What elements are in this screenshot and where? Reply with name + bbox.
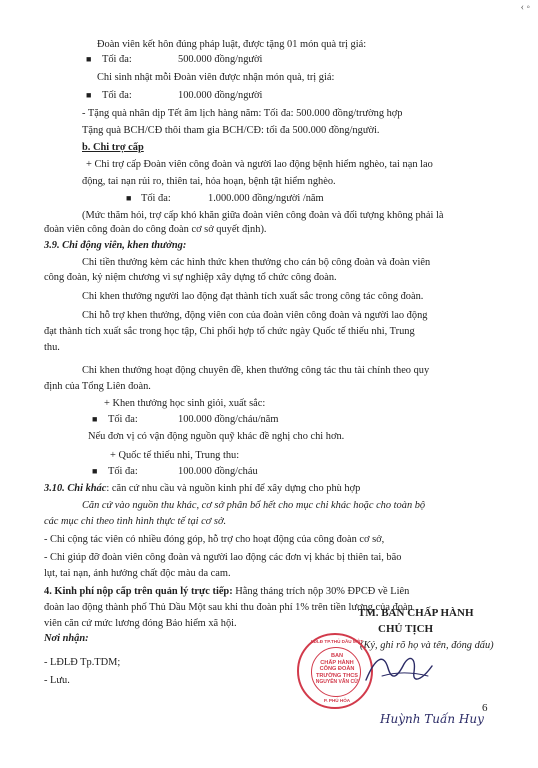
seal-line: NGUYỄN VĂN CỪ xyxy=(315,679,359,685)
text-line: Chi khen thưởng hoạt động chuyên đề, khen thưởng công tác thu tài chính theo quy xyxy=(82,365,430,376)
bullet-icon: ■ xyxy=(86,90,92,100)
text-line: + Quốc tế thiếu nhi, Trung thu: xyxy=(110,450,240,461)
text-line: định của Tổng Liên đoàn. xyxy=(44,381,151,392)
amount-value: 1.000.000 đồng/người /năm xyxy=(208,193,324,204)
amount-value: 500.000 đồng/người xyxy=(178,54,263,65)
seal-line: BAN xyxy=(330,653,344,659)
text-line: Đoàn viên kết hôn đúng pháp luật, được tặng 01 món quà trị giá: xyxy=(97,39,367,50)
seal-ring-bottom: P. PHÚ HÒA xyxy=(323,698,351,703)
signature-instruction: (Ký, ghi rõ họ và tên, đóng dấu) xyxy=(360,640,494,651)
text-line: - Chi giúp đỡ đoàn viên công đoàn và người lao động các đơn vị khác bị thiên tai, bão xyxy=(44,552,402,563)
section-heading: 3.10. Chi khác xyxy=(44,483,107,494)
amount-label: Tối đa: xyxy=(102,54,132,65)
text-line: viên căn cứ mức lương đóng Bảo hiểm xã hội. xyxy=(44,618,237,629)
section-heading-line xyxy=(44,482,360,495)
text-line: - Chi cộng tác viên có nhiều đóng góp, hỗ trợ cho hoạt động của công đoàn cơ sở, xyxy=(44,534,385,545)
amount-label: Tối đa: xyxy=(108,414,138,425)
section-heading: 4. Kinh phí nộp cấp trên quản lý trực tiếp: xyxy=(44,586,233,597)
section-heading-rest: Hằng tháng trích nộp 30% ĐPCĐ về Liên xyxy=(232,586,410,597)
section-heading: 3.9. Chi động viên, khen thưởng: xyxy=(44,240,187,251)
amount-label: Tối đa: xyxy=(102,90,132,101)
bullet-icon: ■ xyxy=(92,466,98,476)
amount-value: 100.000 đồng/người xyxy=(178,90,263,101)
amount-label: Tối đa: xyxy=(108,466,138,477)
seal-line: TRƯỜNG THCS xyxy=(315,672,359,679)
signature-org: TM. BAN CHẤP HÀNH xyxy=(358,607,474,619)
text-line: Căn cứ vào nguồn thu khác, cơ sở phân bổ hết cho mục chi khác hoặc cho toàn bộ xyxy=(82,500,426,511)
bullet-icon: ■ xyxy=(126,193,132,203)
page-number: 6 xyxy=(482,702,488,714)
amount-value: 100.000 đồng/cháu/năm xyxy=(178,414,279,425)
text-line: công đoàn, kỷ niệm chương vì sự nghiệp xây dựng tổ chức công đoàn. xyxy=(44,272,337,283)
text-line: đoàn lao động thành phố Thủ Dầu Một sau khi thu đoàn phí 1% trên tiền lương của đoàn xyxy=(44,602,413,613)
text-line: đoàn viên công đoàn do công đoàn cơ sở quyết định). xyxy=(44,224,267,235)
text-line: đạt thành tích xuất sắc trong học tập, Chi phối hợp tổ chức ngày Quốc tế thiếu nhi, Trung xyxy=(44,326,415,337)
text-line: động, tai nạn rủi ro, thiên tai, hỏa hoạn, bệnh tật hiểm nghèo. xyxy=(82,176,336,187)
text-line: - Tặng quà nhân dịp Tết âm lịch hàng năm: Tối đa: 500.000 đồng/trường hợp xyxy=(82,108,403,119)
text-line: Tặng quà BCH/CĐ thôi tham gia BCH/CĐ: tối đa 500.000 đồng/người. xyxy=(82,125,380,136)
text-line: lụt, tai nạn, ảnh hưởng chất độc màu da cam. xyxy=(44,568,231,579)
bullet-icon: ■ xyxy=(92,414,98,424)
text-line: (Mức thăm hỏi, trợ cấp khó khăn giữa đoàn viên công đoàn và đối tượng không phải là xyxy=(82,210,444,221)
text-line: Nếu đơn vị có vận động nguồn quỹ khác đề nghị cho chi hơn. xyxy=(88,431,345,442)
text-line: các mục chi theo tình hình thực tế tại cơ sở. xyxy=(44,516,227,527)
text-line: Chi hỗ trợ khen thưởng, động viên con của đoàn viên công đoàn và người lao động xyxy=(82,310,428,321)
text-line: thu. xyxy=(44,342,60,353)
text-line: Chi tiền thưởng kèm các hình thức khen thưởng cho cán bộ công đoàn và đoàn viên xyxy=(82,257,431,268)
signer-name: Huỳnh Tuấn Huy xyxy=(380,712,484,726)
seal-line: CÔNG ĐOÀN xyxy=(319,666,355,672)
section-heading-line xyxy=(44,585,409,598)
text-line: + Chi trợ cấp Đoàn viên công đoàn và người lao động bệnh hiểm nghèo, tai nạn lao xyxy=(86,159,433,170)
recipient-item: - Lưu. xyxy=(44,675,70,686)
handwritten-signature-icon xyxy=(362,646,442,696)
text-line: + Khen thưởng học sinh giỏi, xuất sắc: xyxy=(104,398,266,409)
text-line: Chi sinh nhật mỗi Đoàn viên được nhận món quà, trị giá: xyxy=(97,72,335,83)
recipients-title: Nơi nhận: xyxy=(44,633,89,644)
text-line: Chi khen thưởng người lao động đạt thành tích xuất sắc trong công tác công đoàn. xyxy=(82,291,424,302)
amount-label: Tối đa: xyxy=(141,193,171,204)
seal-line: CHẤP HÀNH xyxy=(320,659,354,666)
section-heading: b. Chi trợ cấp xyxy=(82,142,144,153)
section-heading-rest: : căn cứ nhu cầu và nguồn kinh phí để xây dựng cho phù hợp xyxy=(106,483,361,494)
amount-value: 100.000 đồng/cháu xyxy=(178,466,258,477)
bullet-icon: ■ xyxy=(86,54,92,64)
signature-role: CHỦ TỊCH xyxy=(378,623,434,635)
recipient-item: - LĐLĐ Tp.TDM; xyxy=(44,657,121,668)
corner-mark: ‹ ◦ xyxy=(520,2,530,13)
seal-ring-top: LĐLĐ TP.THỦ DẦU MỘT xyxy=(310,639,364,644)
